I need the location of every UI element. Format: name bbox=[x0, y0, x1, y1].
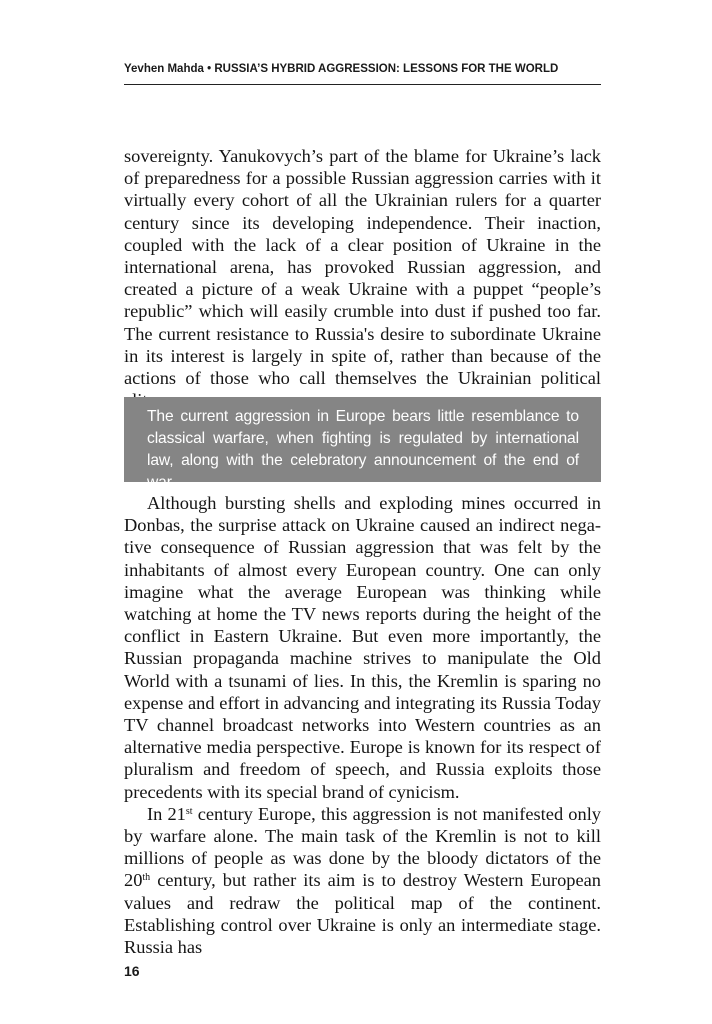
header-rule bbox=[124, 84, 601, 85]
pull-quote-text: The current aggression in Europe bears little resemblance to classical warfare, when fighting is regulated by international law, along with the celebratory announcement of the end of war. bbox=[147, 408, 579, 491]
running-header bbox=[124, 63, 600, 75]
header-separator: • bbox=[207, 63, 212, 75]
header-title: RUSSIA’S HYBRID AGGRESSION: LESSONS FOR THE WORLD bbox=[214, 63, 559, 75]
paragraph: Although bursting shells and exploding mines occurred in Donbas, the surprise attack on Ukraine caused an indirect negative consequence of Russian aggression that was felt by the inhabitants of almost every European country. One can only imagine what the average European was thinking while watching at home the TV news reports during the height of the conflict in Eastern Ukraine. But even more importantly, the Russian propaganda machine strives to manipulate the Old World with a tsunami of lies. In this, the Kremlin is sparing no expense and effort in advancing and integrating its Russia Today TV channel broadcast networks into Western countries as an alternative media perspective. Europe is known for its respect of pluralism and freedom of speech, and Russia exploits those precedents with its special brand of cynicism. bbox=[124, 493, 601, 802]
superscript: st bbox=[185, 805, 193, 817]
paragraph-continued: sovereignty. Yanukovych’s part of the blame for Ukraine’s lack of preparedness for a possible Russian aggression carries with it virtually every cohort of all the Ukrainian rulers for a quarter century since its developing independence. Their inaction, coupled with the lack of a clear position of Ukraine in the international arena, has provoked Russian aggression, and created a picture of a weak Ukraine with a puppet “people’s republic” which will easily crumble into dust if pushed too far. The current resistance to Russia's desire to subordinate Ukraine in its interest is largely in spite of, rather than because of the actions of those who call themselves the Ukrainian political bbox=[124, 146, 601, 389]
page-number: 16 bbox=[124, 963, 140, 979]
text-block-bottom bbox=[124, 492, 601, 958]
text-block-top bbox=[124, 145, 601, 411]
superscript: th bbox=[142, 872, 151, 884]
header-author: Yevhen Mahda bbox=[124, 63, 204, 75]
paragraph: In 21st century Europe, this aggression is not manifested only by warfare alone. The main task of the Kremlin is not to kill millions of people as was done by the bloody dictators of the 20th century, but rather its aim is to destroy Western European values and redraw the political map of the continent. Establishing control over Ukraine is only an intermediate stage. Russia has bbox=[124, 803, 601, 958]
pull-quote-box bbox=[124, 397, 601, 491]
